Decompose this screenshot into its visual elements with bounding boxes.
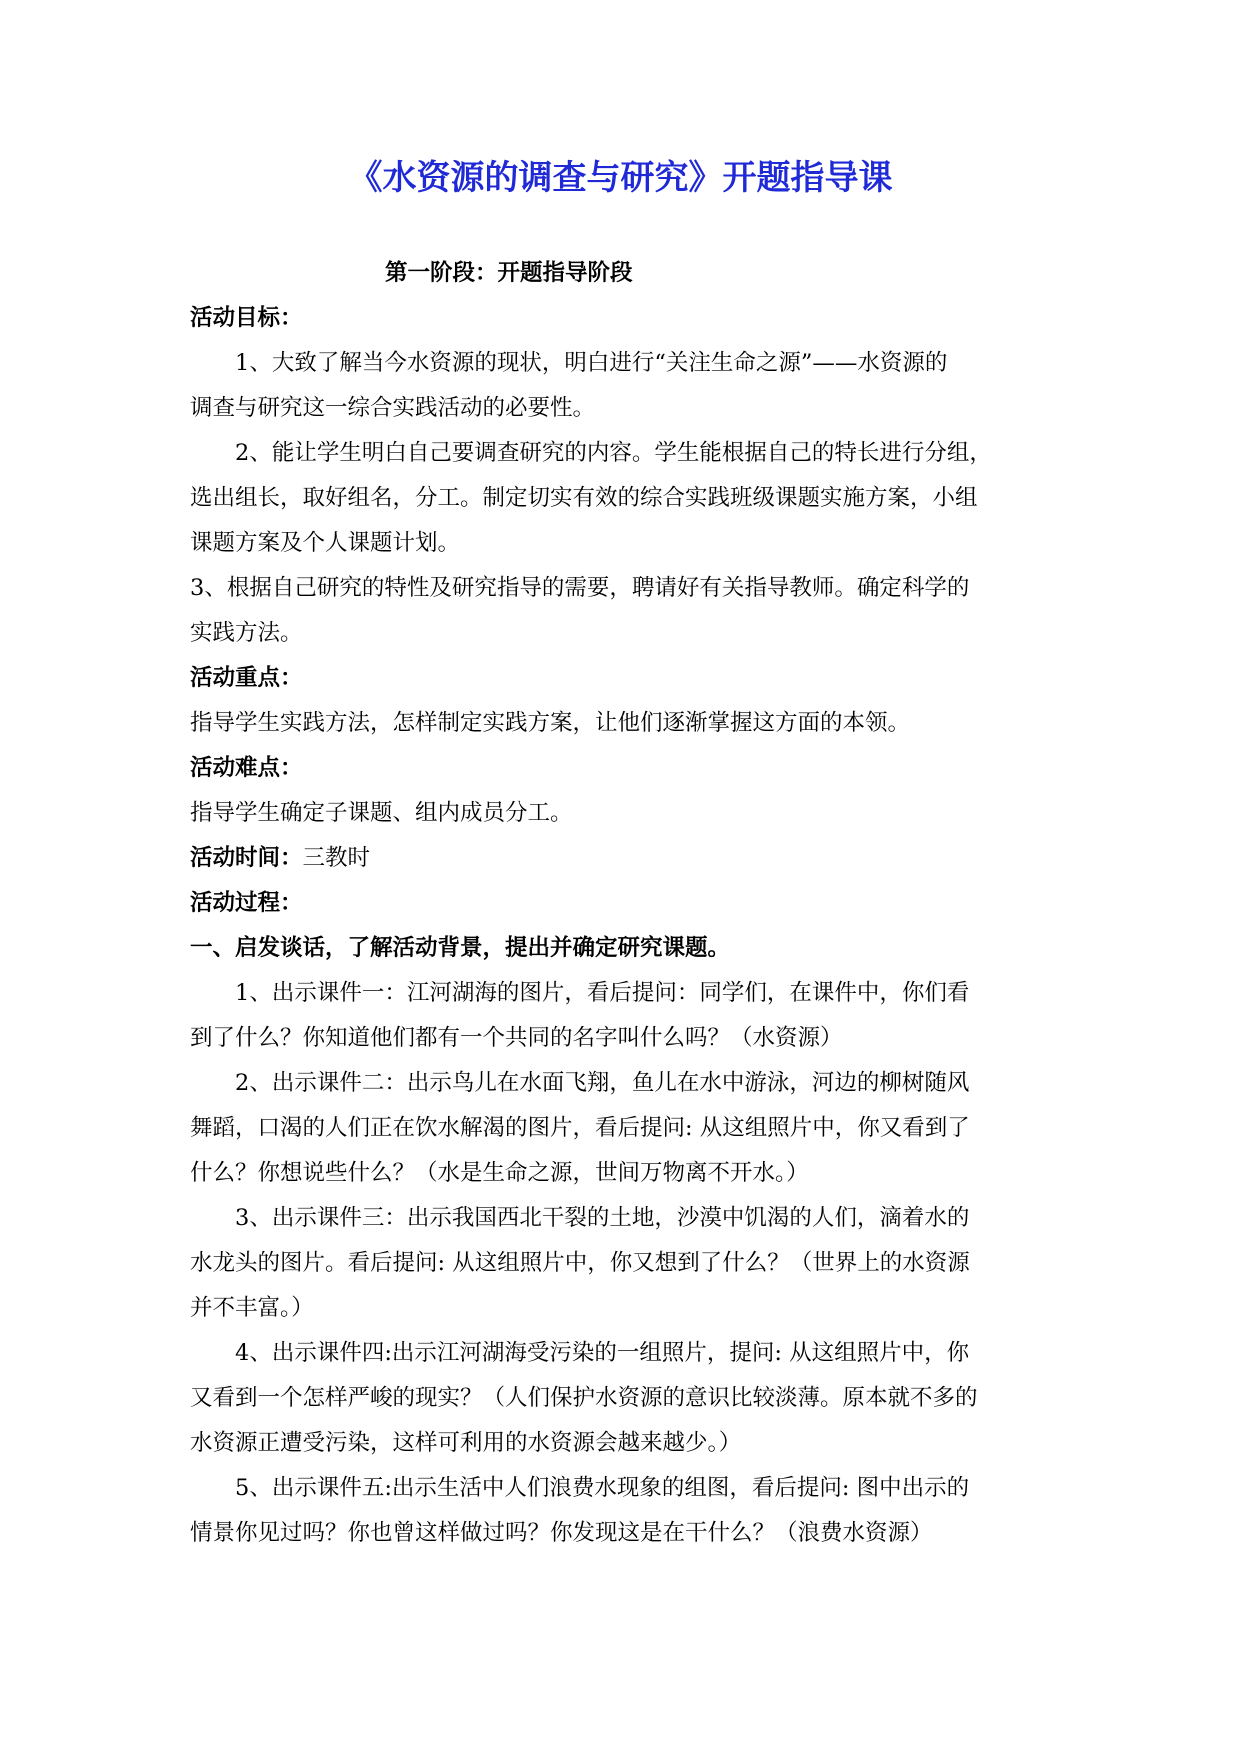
process-item-5-line-2: 情景你见过吗？你也曾这样做过吗？你发现这是在干什么？（浪费水资源） [190, 1520, 933, 1546]
process-item-4-line-2: 又看到一个怎样严峻的现实？（人们保护水资源的意识比较淡薄。原本就不多的 [190, 1385, 978, 1411]
process-item-5-line-1: 5、出示课件五:出示生活中人们浪费水现象的组图，看后提问: 图中出示的 [235, 1475, 970, 1501]
goals-heading: 活动目标： [190, 305, 303, 331]
process-item-3-line-2: 水龙头的图片。看后提问: 从这组照片中，你又想到了什么？（世界上的水资源 [190, 1250, 970, 1276]
stage-heading: 第一阶段：开题指导阶段 [385, 260, 633, 286]
focus-text: 指导学生实践方法，怎样制定实践方案，让他们逐渐掌握这方面的本领。 [190, 710, 911, 736]
process-item-4-line-1: 4、出示课件四:出示江河湖海受污染的一组照片，提问: 从这组照片中，你 [235, 1340, 970, 1366]
process-item-3-line-1: 3、出示课件三：出示我国西北干裂的土地，沙漠中饥渴的人们，滴着水的 [235, 1205, 970, 1231]
process-section-1-heading: 一、启发谈话，了解活动背景，提出并确定研究课题。 [190, 935, 731, 961]
process-heading: 活动过程： [190, 890, 303, 916]
time-value: 三教时 [302, 845, 371, 871]
difficulty-text: 指导学生确定子课题、组内成员分工。 [190, 800, 573, 826]
time-line [190, 836, 1060, 881]
goal-item-3-line-2: 实践方法。 [190, 620, 303, 646]
goal-item-2-line-1: 2、能让学生明白自己要调查研究的内容。学生能根据自己的特长进行分组， [235, 440, 992, 466]
process-item-4-line-3: 水资源正遭受污染，这样可利用的水资源会越来越少。） [190, 1430, 742, 1456]
process-item-1-line-1: 1、出示课件一：江河湖海的图片，看后提问：同学们，在课件中，你们看 [235, 980, 970, 1006]
process-item-2-line-3: 什么？你想说些什么？（水是生命之源，世间万物离不开水。） [190, 1160, 809, 1186]
process-item-3-line-3: 并不丰富。） [190, 1295, 314, 1321]
process-item-2-line-2: 舞蹈，口渴的人们正在饮水解渴的图片，看后提问: 从这组照片中，你又看到了 [190, 1115, 970, 1141]
process-item-1-line-2: 到了什么？你知道他们都有一个共同的名字叫什么吗？（水资源） [190, 1025, 843, 1051]
document-title: 《水资源的调查与研究》开题指导课 [348, 158, 893, 198]
goal-item-1-line-2: 调查与研究这一综合实践活动的必要性。 [190, 395, 596, 421]
process-item-2-line-1: 2、出示课件二：出示鸟儿在水面飞翔，鱼儿在水中游泳，河边的柳树随风 [235, 1070, 970, 1096]
focus-heading: 活动重点： [190, 665, 303, 691]
goal-item-2-line-3: 课题方案及个人课题计划。 [190, 530, 461, 556]
time-label: 活动时间： [190, 845, 303, 871]
difficulty-heading: 活动难点： [190, 755, 303, 781]
document-body [190, 251, 1060, 1556]
goal-item-1-line-1: 1、大致了解当今水资源的现状，明白进行“关注生命之源”——水资源的 [235, 350, 948, 376]
goal-item-2-line-2: 选出组长，取好组名，分工。制定切实有效的综合实践班级课题实施方案，小组 [190, 485, 978, 511]
goal-item-3-line-1: 3、根据自己研究的特性及研究指导的需要，聘请好有关指导教师。确定科学的 [190, 575, 970, 601]
